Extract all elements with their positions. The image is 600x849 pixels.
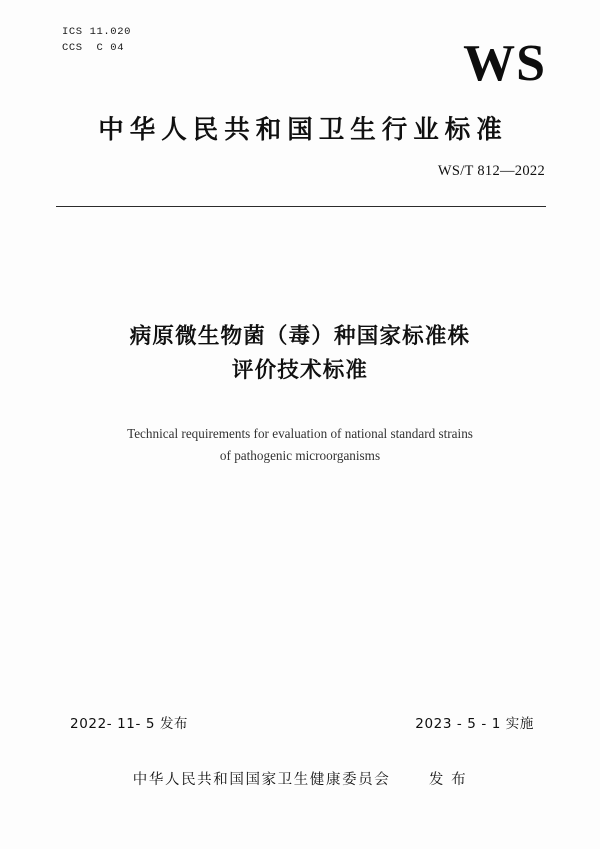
document-title-block <box>70 320 530 466</box>
ws-logo: WS <box>463 35 546 92</box>
authority-title: 中华人民共和国卫生行业标准 <box>98 115 508 145</box>
header-divider <box>56 206 546 207</box>
ics-code: ICS 11.020 <box>62 26 132 38</box>
standard-number: WS/T 812—2022 <box>437 163 545 179</box>
issuer-name: 中华人民共和国国家卫生健康委员会 <box>132 772 391 788</box>
title-english-line-1: Technical requirements for evaluation of national standard strains <box>127 425 473 441</box>
classification-codes <box>62 24 131 57</box>
ccs-code: CCS C 04 <box>62 42 125 55</box>
title-english-line-2: of pathogenic microorganisms <box>219 447 381 463</box>
issue-date: 2022- 11- 5 发布 <box>70 716 189 732</box>
title-chinese-line-1: 病原微生物菌（毒）种国家标准株 <box>129 324 471 349</box>
effective-date: 2023 - 5 - 1 实施 <box>415 716 534 732</box>
title-chinese-line-2: 评价技术标准 <box>231 358 369 384</box>
date-row <box>70 712 534 732</box>
issuer-row <box>0 768 600 789</box>
issuer-action: 发 布 <box>428 772 468 788</box>
